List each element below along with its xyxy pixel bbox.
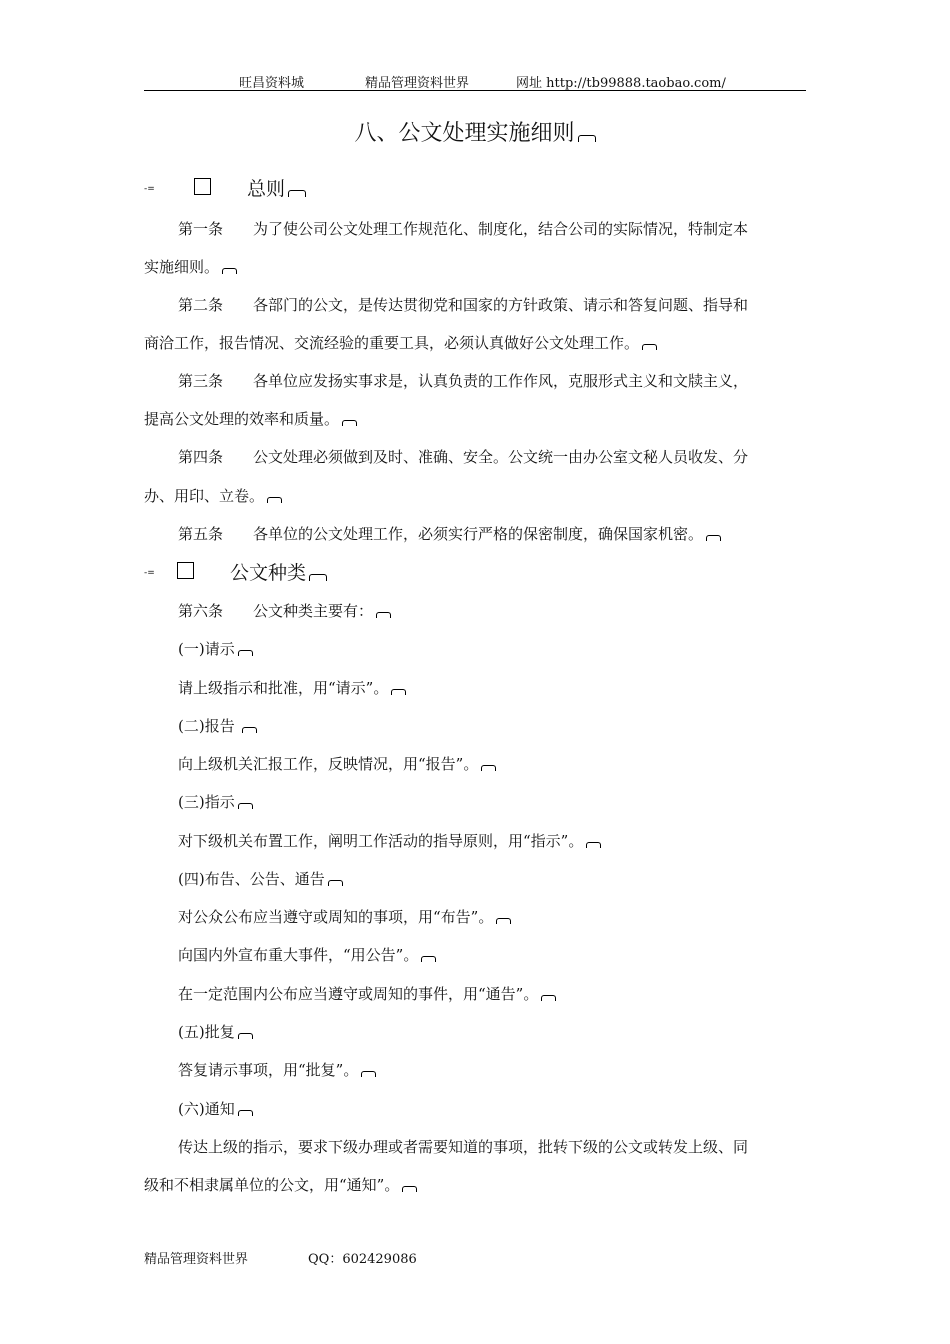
article-3-line-1: 第三条 各单位应发扬实事求是，认真负责的工作作风，克服形式主义和文牍主义， bbox=[178, 372, 749, 390]
article-5-line-1: 第五条 各单位的公文处理工作，必须实行严格的保密制度，确保国家机密。 bbox=[178, 523, 721, 544]
type-1-description: 请上级指示和批准，用“请示”。 bbox=[178, 677, 406, 698]
article-1-line-2: 实施细则。 bbox=[144, 256, 237, 277]
paragraph-mark-icon bbox=[496, 918, 511, 924]
type-4-description-3: 在一定范围内公布应当遵守或周知的事件，用“通告”。 bbox=[178, 983, 556, 1004]
article-2-line-1: 第二条 各部门的公文，是传达贯彻党和国家的方针政策、请示和答复问题、指导和 bbox=[178, 296, 749, 314]
paragraph-mark-icon bbox=[267, 497, 282, 503]
paragraph-mark-icon bbox=[222, 268, 237, 274]
header-site-name: 旺昌资料城 bbox=[239, 76, 305, 91]
paragraph-mark-icon bbox=[586, 842, 601, 848]
type-2-heading: (二)报告 bbox=[178, 715, 257, 736]
paragraph-mark-icon bbox=[361, 1071, 376, 1077]
page-footer bbox=[144, 1248, 477, 1267]
article-4-line-1: 第四条 公文处理必须做到及时、准确、安全。公文统一由办公室文秘人员收发、分 bbox=[178, 448, 749, 466]
article-4-line-2: 办、用印、立卷。 bbox=[144, 485, 282, 506]
checkbox-square-icon bbox=[177, 562, 194, 579]
section-mark: -= bbox=[144, 184, 155, 194]
section-title: 总则 bbox=[247, 178, 286, 200]
document-title: 八、公文处理实施细则 bbox=[0, 116, 950, 147]
article-3-line-2: 提高公文处理的效率和质量。 bbox=[144, 408, 357, 429]
type-6-heading: (六)通知 bbox=[178, 1098, 253, 1119]
paragraph-mark-icon bbox=[578, 135, 596, 142]
paragraph-mark-icon bbox=[309, 574, 327, 581]
type-5-heading: (五)批复 bbox=[178, 1021, 253, 1042]
paragraph-mark-icon bbox=[342, 420, 357, 426]
paragraph-mark-icon bbox=[328, 880, 343, 886]
section-title: 公文种类 bbox=[230, 562, 307, 584]
section-mark: -= bbox=[144, 568, 155, 578]
type-6-description-line-1: 传达上级的指示，要求下级办理或者需要知道的事项，批转下级的公文或转发上级、同 bbox=[178, 1138, 749, 1156]
footer-qq: QQ：602429086 bbox=[308, 1252, 417, 1267]
paragraph-mark-icon bbox=[541, 995, 556, 1001]
type-1-heading: (一)请示 bbox=[178, 638, 253, 659]
type-2-description: 向上级机关汇报工作，反映情况，用“报告”。 bbox=[178, 753, 496, 774]
type-4-description-2: 向国内外宣布重大事件，“用公告”。 bbox=[178, 944, 436, 965]
section-heading-general bbox=[144, 176, 444, 200]
footer-brand: 精品管理资料世界 bbox=[144, 1252, 249, 1267]
type-3-heading: (三)指示 bbox=[178, 791, 253, 812]
paragraph-mark-icon bbox=[642, 344, 657, 350]
paragraph-mark-icon bbox=[242, 727, 257, 733]
article-1-line-1: 第一条 为了使公司公文处理工作规范化、制度化，结合公司的实际情况，特制定本 bbox=[178, 220, 749, 238]
paragraph-mark-icon bbox=[238, 650, 253, 656]
header-url: 网址 http://tb99888.taobao.com/ bbox=[516, 76, 726, 91]
header-brand: 精品管理资料世界 bbox=[365, 76, 470, 91]
type-3-description: 对下级机关布置工作，阐明工作活动的指导原则，用“指示”。 bbox=[178, 830, 601, 851]
paragraph-mark-icon bbox=[706, 535, 721, 541]
paragraph-mark-icon bbox=[391, 689, 406, 695]
article-2-line-2: 商洽工作，报告情况、交流经验的重要工具，必须认真做好公文处理工作。 bbox=[144, 332, 657, 353]
type-5-description: 答复请示事项，用“批复”。 bbox=[178, 1059, 376, 1080]
paragraph-mark-icon bbox=[238, 1033, 253, 1039]
paragraph-mark-icon bbox=[402, 1186, 417, 1192]
paragraph-mark-icon bbox=[238, 1110, 253, 1116]
paragraph-mark-icon bbox=[376, 612, 391, 618]
article-6-line-1: 第六条 公文种类主要有： bbox=[178, 600, 391, 621]
paragraph-mark-icon bbox=[421, 956, 436, 962]
type-4-description-1: 对公众公布应当遵守或周知的事项，用“布告”。 bbox=[178, 906, 511, 927]
page-header bbox=[144, 70, 806, 91]
paragraph-mark-icon bbox=[481, 765, 496, 771]
type-6-description-line-2: 级和不相隶属单位的公文，用“通知”。 bbox=[144, 1174, 417, 1195]
checkbox-square-icon bbox=[194, 178, 211, 195]
section-heading-document-types bbox=[144, 560, 444, 584]
paragraph-mark-icon bbox=[288, 190, 306, 197]
type-4-heading: (四)布告、公告、通告 bbox=[178, 868, 343, 889]
paragraph-mark-icon bbox=[238, 803, 253, 809]
